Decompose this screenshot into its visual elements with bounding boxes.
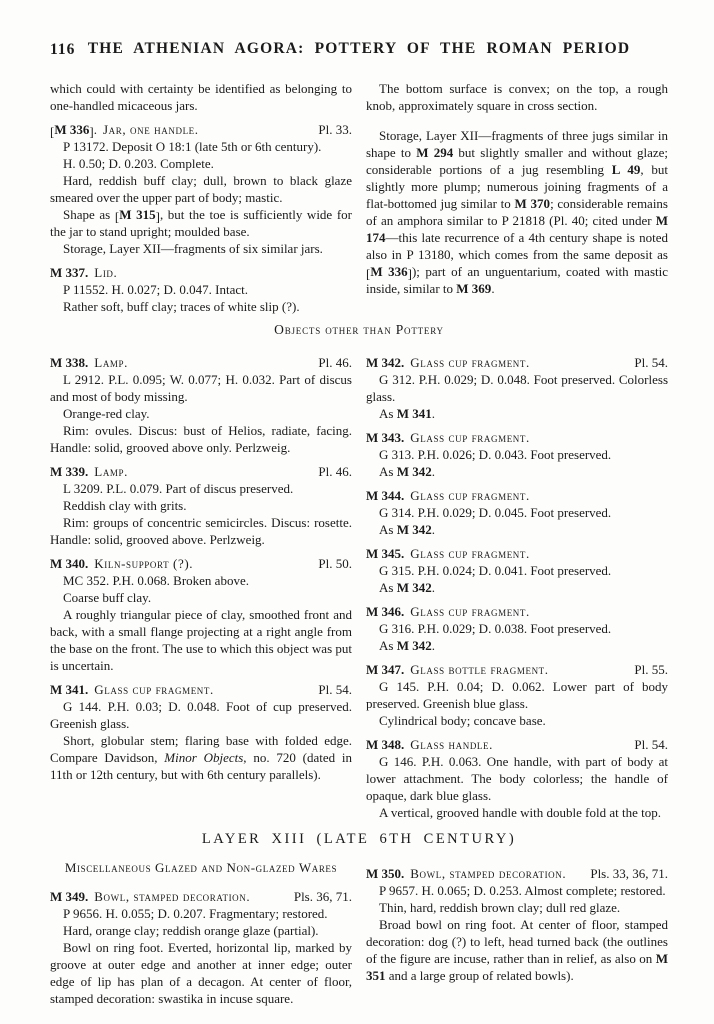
section-heading-objects-other-than-pottery: Objects other than Pottery (274, 322, 444, 337)
catalog-entry-m343 (366, 429, 668, 480)
entry-paragraph: Rim: ovules. Discus: bust of Helios, radiate, facing. Handle: solid, grooved above only. Perlzweig. (50, 423, 352, 455)
entry-number: M 345. (366, 546, 405, 561)
entry-paragraph: L 3209. P.L. 0.079. Part of discus preserved. (63, 481, 294, 496)
entry-paragraph: Coarse buff clay. (63, 590, 152, 605)
entry-paragraph: G 316. P.H. 0.029; D. 0.038. Foot preserved. (379, 621, 612, 636)
plate-reference: Pl. 50. (318, 556, 352, 571)
entry-paragraph: Cylindrical body; concave base. (379, 713, 546, 728)
column-right-middle (366, 347, 668, 821)
entry-paragraph: H. 0.50; D. 0.203. Complete. (63, 156, 214, 171)
entry-paragraph: Storage, Layer XII—fragments of six similar jars. (63, 241, 323, 256)
entry-paragraph: G 314. P.H. 0.029; D. 0.045. Foot preserved. (379, 505, 612, 520)
entry-number: M 337. (50, 265, 89, 280)
band-bottom (50, 858, 668, 1007)
catalog-entry-m342 (366, 354, 668, 422)
catalog-entry-m348 (366, 736, 668, 821)
entry-number: M 341. (50, 682, 89, 697)
entry-number: M 342. (366, 355, 405, 370)
entry-paragraph: As M 342. (379, 580, 435, 595)
entry-paragraph: Short, globular stem; flaring base with folded edge. Compare Davidson, Minor Objects, no. 720 (dated in 11th or 12th century, but with 6th century parallels). (50, 733, 353, 782)
entry-paragraph: Rim: groups of concentric semicircles. Discus: rosette. Handle: solid, grooved above. Perlzweig. (50, 515, 352, 547)
entry-paragraph: Hard, reddish buff clay; dull, brown to black glaze smeared over the upper part of body; mastic. (50, 173, 352, 205)
catalog-entry-m349 (50, 888, 352, 1007)
paragraph: Storage, Layer XII—fragments of three jugs similar in shape to M 294 but slightly smaller and without glaze; considerable portions of a jug resembling L 49, but slightly more plump; numerous joining fragments of a flat-bottomed jug similar to M 370; considerable remains of an amphora similar to P 21818 (Pl. 40; cited under M 174—this late recurrence of a 4th century shape is noted also in P 13180, which comes from the same deposit as [M 336]); part of an unguentarium, coated with mastic inside, similar to M 369. (366, 128, 668, 296)
entry-title: Glass cup fragment. (94, 682, 214, 697)
catalog-entry-m338 (50, 354, 352, 456)
entry-number: [M 336]. (50, 122, 97, 139)
catalog-entry-m336 (50, 121, 352, 257)
entry-heading (50, 121, 352, 138)
paragraph: The bottom surface is convex; on the top, a rough knob, approximately square in cross section. (366, 81, 668, 113)
entry-title: Lid. (94, 265, 118, 280)
column-right-bottom (366, 858, 668, 1007)
entry-paragraph: P 13172. Deposit O 18:1 (late 5th or 6th century). (63, 139, 322, 154)
entry-number: M 338. (50, 355, 89, 370)
plate-reference: Pl. 46. (318, 464, 352, 479)
entry-title: Glass cup fragment. (410, 546, 530, 561)
entry-paragraph: P 11552. H. 0.027; D. 0.047. Intact. (63, 282, 248, 297)
entry-heading (366, 487, 668, 504)
catalog-entry-m345 (366, 545, 668, 596)
catalog-entry-m346 (366, 603, 668, 654)
entry-heading (50, 681, 352, 698)
plate-reference: Pl. 54. (634, 737, 668, 752)
entry-paragraph: Bowl on ring foot. Everted, horizontal lip, marked by groove at outer edge and another at inner edge; outer edge of lip has plan of a decagon. At center of floor, stamped decoration: swastika in incuse square. (50, 940, 352, 1006)
entry-paragraph: MC 352. P.H. 0.068. Broken above. (63, 573, 249, 588)
entry-paragraph: Reddish clay with grits. (63, 498, 187, 513)
entry-number: M 344. (366, 488, 405, 503)
band-top (50, 80, 668, 315)
entry-paragraph: Broad bowl on ring foot. At center of floor, stamped decoration: dog (?) to left, head turned back (the outlines of the figure are incuse, rather than in relief, as also on M 351 and a large group of related bowls). (366, 917, 668, 983)
entry-paragraph: G 315. P.H. 0.024; D. 0.041. Foot preserved. (379, 563, 612, 578)
entry-heading (50, 354, 352, 371)
entry-title: Glass handle. (410, 737, 493, 752)
plate-reference: Pl. 54. (318, 682, 352, 697)
plate-reference: Pls. 33, 36, 71. (590, 866, 668, 881)
entry-heading (366, 545, 668, 562)
plate-reference: Pl. 33. (318, 122, 352, 137)
entry-title: Glass cup fragment. (410, 430, 530, 445)
band-middle (50, 347, 668, 821)
entry-number: M 349. (50, 889, 89, 904)
entry-number: M 350. (366, 866, 405, 881)
entry-paragraph: Orange-red clay. (63, 406, 150, 421)
entry-heading (366, 736, 668, 753)
entry-title: Glass cup fragment. (410, 604, 530, 619)
entry-heading (366, 603, 668, 620)
entry-paragraph: G 145. P.H. 0.04; D. 0.062. Lower part of body preserved. Greenish blue glass. (366, 679, 668, 711)
entry-title: Bowl, stamped decoration. (94, 889, 251, 904)
entry-paragraph: G 312. P.H. 0.029; D. 0.048. Foot preserved. Colorless glass. (366, 372, 668, 404)
entry-paragraph: Thin, hard, reddish brown clay; dull red glaze. (379, 900, 621, 915)
paragraph: which could with certainty be identified as belonging to one-handled micaceous jars. (50, 81, 352, 113)
column-right-top (366, 80, 668, 315)
section-heading-layer-xiii: LAYER XIII (LATE 6TH CENTURY) (201, 831, 517, 847)
entry-title: Glass cup fragment. (410, 355, 530, 370)
entry-title: Kiln-support (?). (94, 556, 194, 571)
entry-heading (50, 555, 352, 572)
entry-heading (366, 429, 668, 446)
plate-reference: Pl. 55. (634, 662, 668, 677)
page-number: 116 (50, 41, 76, 58)
entry-heading (366, 661, 668, 678)
entry-paragraph: As M 342. (379, 638, 435, 653)
entry-number: M 348. (366, 737, 405, 752)
entry-number: M 343. (366, 430, 405, 445)
subsection-heading: Miscellaneous Glazed and Non-glazed Wares (64, 860, 338, 875)
catalog-entry-m339 (50, 463, 352, 548)
entry-title: Lamp. (94, 464, 128, 479)
entry-paragraph: A roughly triangular piece of clay, smoothed front and back, with a small flange projecting at a right angle from the base on the front. The use to which this object was put is uncertain. (50, 607, 352, 673)
plate-reference: Pls. 36, 71. (293, 889, 352, 904)
entry-heading (50, 888, 352, 905)
entry-paragraph: L 2912. P.L. 0.095; W. 0.077; H. 0.032. Part of discus and most of body missing. (50, 372, 352, 404)
entry-title: Glass cup fragment. (410, 488, 530, 503)
entry-paragraph: Hard, orange clay; reddish orange glaze (partial). (63, 923, 319, 938)
catalog-entry-m341 (50, 681, 352, 783)
running-head (50, 40, 668, 60)
entry-paragraph: As M 342. (379, 522, 435, 537)
entry-paragraph: P 9657. H. 0.065; D. 0.253. Almost complete; restored. (379, 883, 666, 898)
catalog-entry-m337 (50, 264, 352, 315)
entry-title: Bowl, stamped decoration. (410, 866, 567, 881)
catalog-entry-m344 (366, 487, 668, 538)
column-left-middle (50, 347, 352, 821)
entry-paragraph: As M 342. (379, 464, 435, 479)
entry-heading (50, 264, 352, 281)
entry-paragraph: As M 341. (379, 406, 435, 421)
entry-number: M 340. (50, 556, 89, 571)
catalog-entry-m347 (366, 661, 668, 729)
entry-heading (50, 463, 352, 480)
plate-reference: Pl. 54. (634, 355, 668, 370)
column-left-bottom (50, 858, 352, 1007)
entry-paragraph: G 313. P.H. 0.026; D. 0.043. Foot preserved. (379, 447, 612, 462)
entry-heading (366, 354, 668, 371)
entry-title: Lamp. (94, 355, 128, 370)
catalog-entry-m340 (50, 555, 352, 674)
column-left-top (50, 80, 352, 315)
plate-reference: Pl. 46. (318, 355, 352, 370)
entry-paragraph: G 146. P.H. 0.063. One handle, with part of body at lower attachment. The body colorless; the handle of opaque, dark blue glass. (366, 754, 668, 803)
entry-paragraph: Shape as [M 315], but the toe is sufficiently wide for the jar to stand upright; moulded base. (50, 207, 352, 239)
entry-number: M 347. (366, 662, 405, 677)
running-title: THE ATHENIAN AGORA: POTTERY OF THE ROMAN PERIOD (87, 40, 631, 57)
entry-paragraph: A vertical, grooved handle with double fold at the top. (379, 805, 661, 820)
catalog-entry-m350 (366, 865, 668, 984)
entry-paragraph: P 9656. H. 0.055; D. 0.207. Fragmentary; restored. (63, 906, 328, 921)
entry-title: Jar, one handle. (102, 122, 199, 137)
entry-number: M 339. (50, 464, 89, 479)
entry-paragraph: G 144. P.H. 0.03; D. 0.048. Foot of cup preserved. Greenish glass. (50, 699, 352, 731)
entry-paragraph: Rather soft, buff clay; traces of white slip (?). (63, 299, 300, 314)
entry-heading (366, 865, 668, 882)
entry-number: M 346. (366, 604, 405, 619)
entry-title: Glass bottle fragment. (410, 662, 549, 677)
